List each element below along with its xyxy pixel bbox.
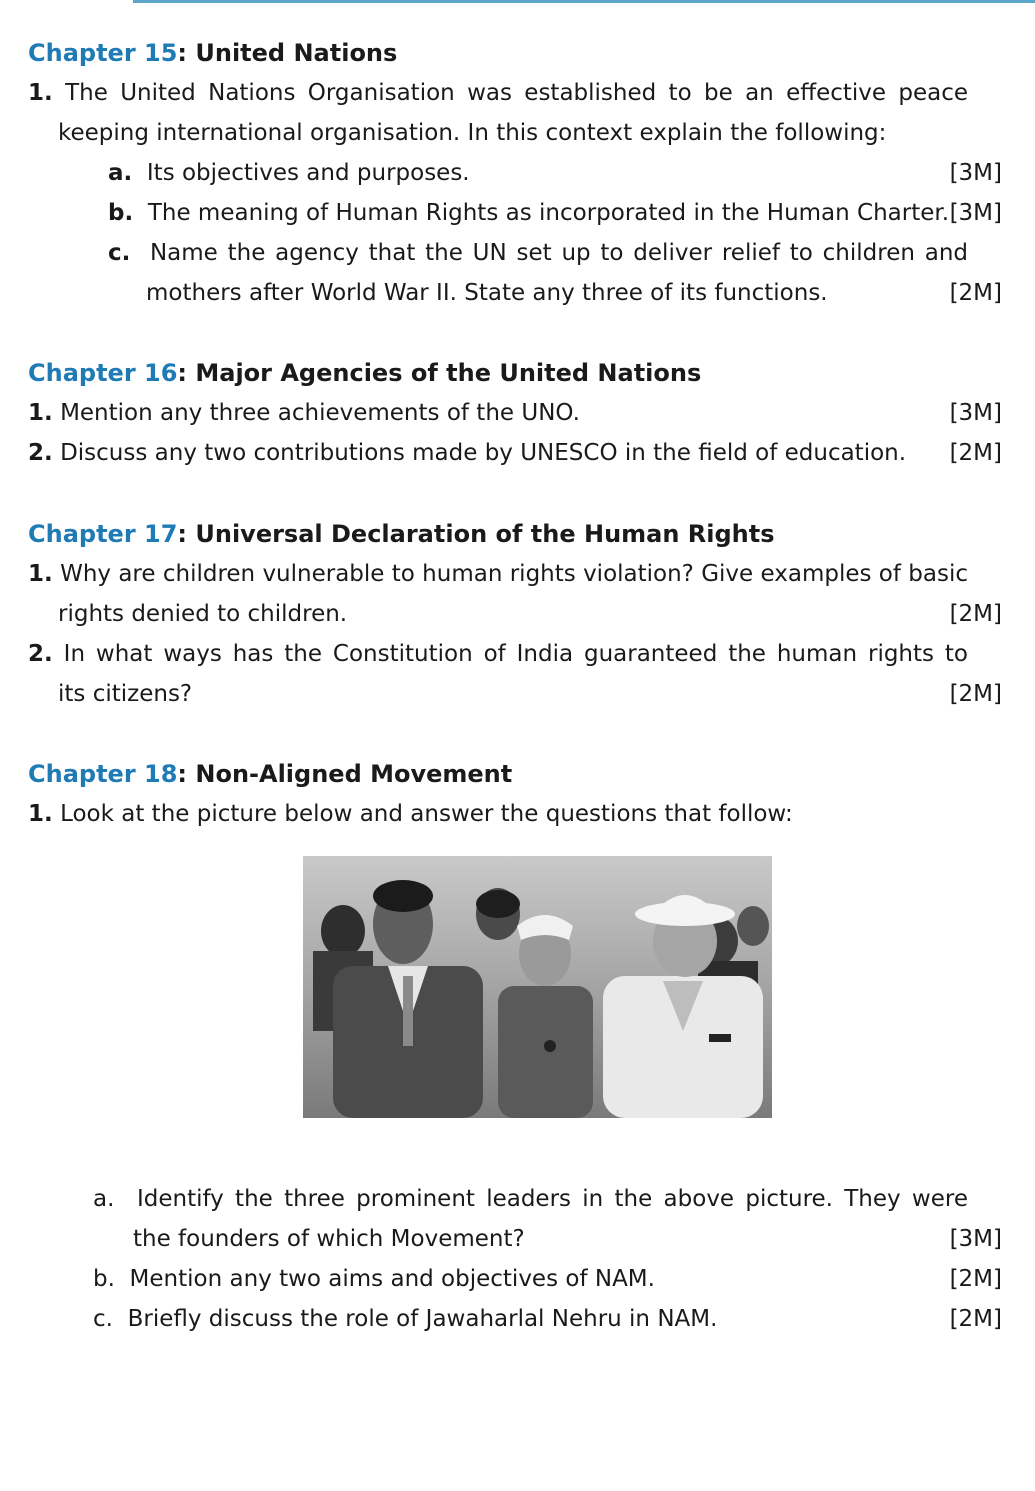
chapter-15-heading: Chapter 15: United Nations [28,39,398,67]
chapter-16-heading: Chapter 16: Major Agencies of the United Nations [28,359,702,387]
ch18-q1: 1. Look at the picture below and answer the questions that follow: [28,801,793,827]
question-number: 1. [28,561,53,587]
top-rule [133,0,1035,3]
ch15-q1-c-line1: c. Name the agency that the UN set up to deliver relief to children and [108,240,968,266]
ch17-q1-line2: rights denied to children. [58,601,348,627]
ch18-q1-a-line2: the founders of which Movement? [133,1226,525,1252]
chapter-17-heading: Chapter 17: Universal Declaration of the Human Rights [28,520,775,548]
mark-badge: [3M] [949,160,1002,186]
mark-badge: [2M] [949,440,1002,466]
chapter-label: Chapter 18 [28,760,178,788]
chapter-label: Chapter 16 [28,359,178,387]
ch15-q1-b: b. The meaning of Human Rights as incorporated in the Human Charter. [108,200,950,226]
chapter-18-heading: Chapter 18: Non-Aligned Movement [28,760,513,788]
ch18-q1-c: c. Briefly discuss the role of Jawaharlal Nehru in NAM. [93,1306,718,1332]
mark-badge: [3M] [949,200,1002,226]
sub-letter: b. [108,200,134,226]
sub-letter: a. [93,1186,115,1212]
mark-badge: [2M] [949,280,1002,306]
sub-letter: b. [93,1266,115,1292]
chapter-title: Non-Aligned Movement [195,760,513,788]
ch18-q1-a-line1: a. Identify the three prominent leaders in the above picture. They were [93,1186,968,1212]
ch16-q1: 1. Mention any three achievements of the UNO. [28,400,580,426]
ch17-q1-line1: 1. Why are children vulnerable to human rights violation? Give examples of basic [28,561,969,587]
ch18-q1-b: b. Mention any two aims and objectives of NAM. [93,1266,655,1292]
question-number: 1. [28,400,53,426]
mark-badge: [3M] [949,400,1002,426]
mark-badge: [3M] [949,1226,1002,1252]
mark-badge: [2M] [949,1306,1002,1332]
ch15-q1-line2: keeping international organisation. In this context explain the following: [58,120,887,146]
question-number: 2. [28,641,53,667]
chapter-label: Chapter 15 [28,39,178,67]
question-number: 1. [28,80,53,106]
ch17-q2-line2: its citizens? [58,681,193,707]
nam-leaders-photo [303,856,772,1118]
sub-letter: a. [108,160,133,186]
chapter-title: Major Agencies of the United Nations [195,359,702,387]
chapter-label: Chapter 17 [28,520,178,548]
ch15-q1-c-line2: mothers after World War II. State any three of its functions. [146,280,828,306]
sub-letter: c. [108,240,131,266]
ch16-q2: 2. Discuss any two contributions made by UNESCO in the field of education. [28,440,907,466]
ch15-q1-a: a. Its objectives and purposes. [108,160,470,186]
mark-badge: [2M] [949,601,1002,627]
question-number: 2. [28,440,53,466]
chapter-title: United Nations [195,39,398,67]
mark-badge: [2M] [949,681,1002,707]
mark-badge: [2M] [949,1266,1002,1292]
question-number: 1. [28,801,53,827]
sub-letter: c. [93,1306,113,1332]
ch15-q1-line1: 1. The United Nations Organisation was established to be an effective peace [28,80,969,106]
chapter-title: Universal Declaration of the Human Rights [195,520,775,548]
ch17-q2-line1: 2. In what ways has the Constitution of India guaranteed the human rights to [28,641,969,667]
